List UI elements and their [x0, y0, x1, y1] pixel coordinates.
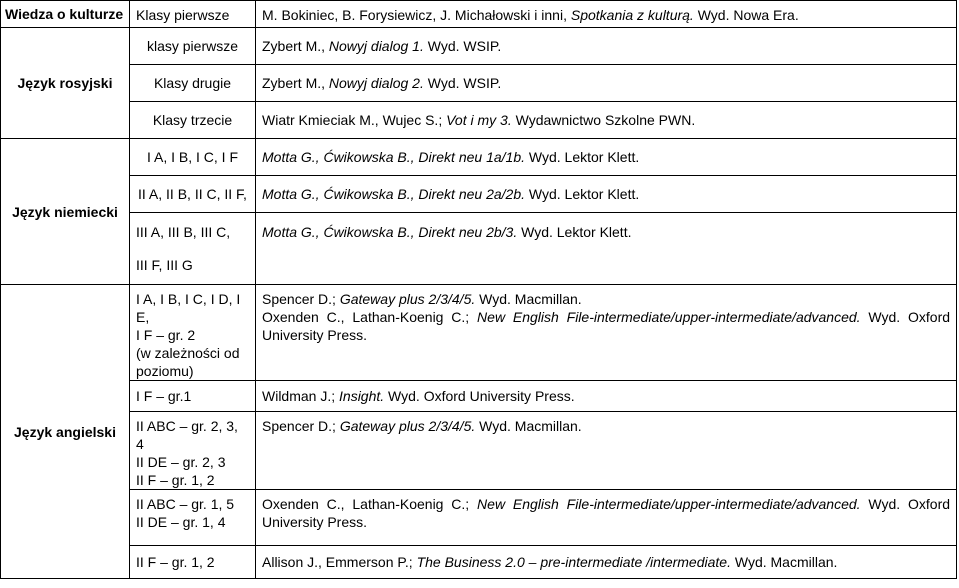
table-row	[1, 546, 957, 579]
book-publisher: Wyd. Macmillan.	[734, 554, 838, 570]
book-authors: Oxenden C., Lathan-Koenig C.;	[262, 309, 470, 325]
class-line: I F – gr. 2	[136, 327, 196, 343]
class-cell: Klasy drugie	[130, 65, 256, 102]
class-cell: II A, II B, II C, II F,	[130, 176, 256, 213]
class-line: (w zależności od	[136, 345, 240, 361]
book-publisher: Wyd. WSIP.	[427, 38, 502, 54]
book-authors: Wildman J.;	[262, 388, 336, 404]
book-authors: Motta G., Ćwikowska B.,	[262, 149, 415, 165]
class-cell	[130, 490, 256, 546]
book-title: New English File-intermediate/upper-intermediate/advanced.	[477, 309, 861, 325]
textbook-cell	[256, 546, 957, 579]
book-publisher: Wyd. Lektor Klett.	[521, 224, 632, 240]
textbook-cell	[256, 102, 957, 139]
subject-cell: Język niemiecki	[1, 139, 130, 285]
subject-cell: Wiedza o kulturze	[1, 1, 130, 28]
class-line: III A, III B, III C,	[136, 224, 231, 240]
book-title: Nowyj dialog 1.	[328, 38, 424, 54]
subject-cell: Język rosyjski	[1, 28, 130, 139]
class-cell: I F – gr.1	[130, 381, 256, 412]
book-title: Gateway plus 2/3/4/5.	[339, 291, 476, 307]
class-cell	[130, 412, 256, 490]
class-cell: Klasy pierwsze	[130, 1, 256, 28]
book-publisher: Wyd. Lektor Klett.	[528, 149, 640, 165]
textbook-cell	[256, 490, 957, 546]
book-publisher: Wyd. Oxford University Press.	[262, 309, 951, 343]
book-authors: Zybert M.,	[262, 38, 326, 54]
textbook-cell	[256, 1, 957, 28]
table-row	[1, 285, 957, 381]
book-authors: Oxenden C., Lathan-Koenig C.;	[262, 496, 470, 512]
table-row	[1, 412, 957, 490]
book-title: Insight.	[339, 388, 385, 404]
book-title: Direkt neu 2a/2b.	[418, 186, 525, 202]
book-publisher: Wyd. Lektor Klett.	[528, 186, 640, 202]
table-row	[1, 381, 957, 412]
table-row	[1, 490, 957, 546]
table-row	[1, 213, 957, 285]
book-title: Gateway plus 2/3/4/5.	[339, 418, 476, 434]
book-authors: Zybert M.,	[262, 75, 326, 91]
subject-cell: Język angielski	[1, 285, 130, 579]
textbook-cell	[256, 285, 957, 381]
book-publisher: Wyd. Oxford University Press.	[262, 496, 951, 530]
table-row	[1, 102, 957, 139]
book-authors: Allison J., Emmerson P.;	[262, 554, 413, 570]
class-line: II F – gr. 1, 2	[136, 472, 215, 488]
book-title: Direkt neu 2b/3.	[418, 224, 518, 240]
class-line: I A, I B, I C, I D, I E,	[136, 291, 241, 325]
book-title: New English File-intermediate/upper-intermediate/advanced.	[477, 496, 861, 512]
book-authors: Wiatr Kmieciak M., Wujec S.;	[262, 112, 443, 128]
book-title: Direkt neu 1a/1b.	[418, 149, 525, 165]
book-title: The Business 2.0 – pre-intermediate /intermediate.	[416, 554, 731, 570]
book-title: Nowyj dialog 2.	[328, 75, 424, 91]
book-publisher: Wyd. Macmillan.	[479, 418, 582, 434]
textbook-cell	[256, 139, 957, 176]
textbook-cell	[256, 213, 957, 285]
book-entry	[262, 308, 950, 344]
textbook-cell	[256, 381, 957, 412]
textbook-cell	[256, 412, 957, 490]
book-publisher: Wydawnictwo Szkolne PWN.	[515, 112, 696, 128]
class-line: II ABC – gr. 2, 3, 4	[136, 418, 238, 452]
class-line: II ABC – gr. 1, 5	[136, 496, 235, 512]
table-row	[1, 65, 957, 102]
class-line: II DE – gr. 1, 4	[136, 514, 226, 530]
book-publisher: Wyd. Macmillan.	[479, 291, 582, 307]
book-entry	[262, 290, 950, 308]
class-cell: Klasy trzecie	[130, 102, 256, 139]
book-publisher: Wyd. Oxford University Press.	[388, 388, 575, 404]
book-authors: M. Bokiniec, B. Forysiewicz, J. Michałowski i inni,	[262, 7, 567, 23]
book-authors: Spencer D.;	[262, 418, 336, 434]
class-cell	[130, 213, 256, 285]
book-publisher: Wyd. Nowa Era.	[697, 7, 799, 23]
class-line: III F, III G	[136, 257, 193, 273]
book-publisher: Wyd. WSIP.	[427, 75, 502, 91]
book-authors: Spencer D.;	[262, 291, 336, 307]
table-row	[1, 28, 957, 65]
table-row	[1, 139, 957, 176]
class-line: poziomu)	[136, 363, 194, 379]
class-line: II DE – gr. 2, 3	[136, 454, 226, 470]
book-title: Spotkania z kulturą.	[570, 7, 694, 23]
class-cell: klasy pierwsze	[130, 28, 256, 65]
table-row	[1, 1, 957, 28]
book-authors: Motta G., Ćwikowska B.,	[262, 186, 415, 202]
textbook-cell	[256, 176, 957, 213]
book-authors: Motta G., Ćwikowska B.,	[262, 224, 415, 240]
class-cell	[130, 285, 256, 381]
book-title: Vot i my 3.	[446, 112, 512, 128]
table-row	[1, 176, 957, 213]
textbook-cell	[256, 65, 957, 102]
class-cell: I A, I B, I C, I F	[130, 139, 256, 176]
class-cell: II F – gr. 1, 2	[130, 546, 256, 579]
textbook-cell	[256, 28, 957, 65]
